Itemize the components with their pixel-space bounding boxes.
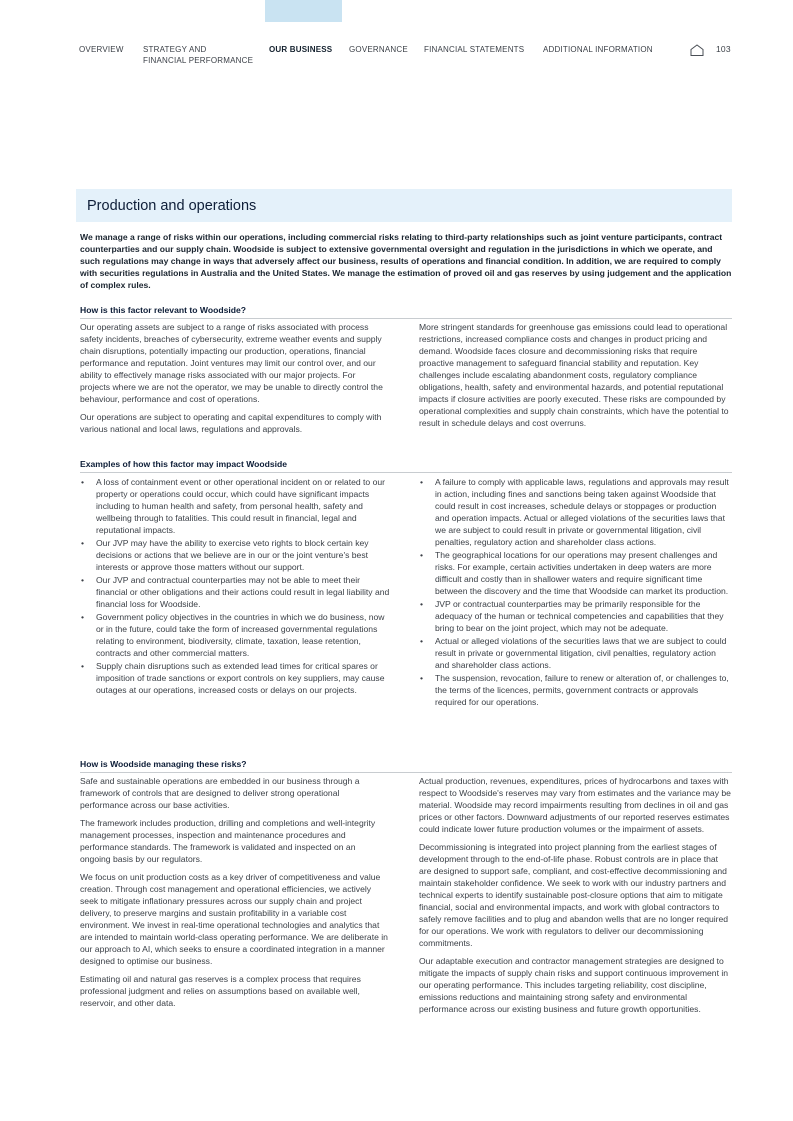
managing-left-column <box>80 775 388 1015</box>
impact-right-column <box>419 476 731 709</box>
list-item: • A loss of containment event or other operational incident on or related to our property or operations could occur, which could have significant impacts including to human health and safety, from personal health, safety and wellbeing through to fatalities. This could result in financial, legal and reputational impacts. <box>80 476 390 536</box>
managing-right-paragraph: Decommissioning is integrated into project planning from the earliest stages of development through to the end-of-life phase. Robust controls are in place that are designed to support safe, compliant, and cost-effective decommissioning and maintain stakeholder confidence. We seek to work with our industry partners and technical experts to identify sustainable post-closure options that aim to mitigate financial, social and environmental impacts, and work with global contractors to safely remove facilities and to plug and abandon wells that are no longer required for our operations. We work with regulators to deliver our decommissioning commitments. <box>419 842 729 948</box>
managing-left-paragraph: Estimating oil and natural gas reserves is a complex process that requires professional judgment and relies on assumptions based on available well, reservoir, and other data. <box>80 974 361 1008</box>
active-section-marker <box>265 0 342 22</box>
impact-right-list <box>419 476 731 708</box>
list-item: • The geographical locations for our operations may present challenges and risks. For example, certain activities undertaken in deep waters are more difficult and costly than in shallower waters and require significant time between the discovery and the time that Woodside can market its production. <box>419 549 731 597</box>
list-item: • Our JVP and contractual counterparties may not be able to meet their financial or other obligations and their actions could result in legal liability and financial loss for Woodside. <box>80 574 390 610</box>
top-navigation <box>0 44 793 68</box>
managing-left-paragraph: We focus on unit production costs as a key driver of competitiveness and value creation. Through cost management and operational efficiencies, we actively seek to mitigate inflationary pressures across our supply chain and project delivery, to preserve margins and sustain profitability in a variable cost environment. We invest in real-time operational technologies and analytics that are intended to maintain world-class operating performance. We are deliberate in our approach to AI, which seeks to ensure a coordinated integration in a manner designed to optimise our business. <box>80 872 388 966</box>
managing-left-paragraph: Safe and sustainable operations are embedded in our business through a framework of controls that are designed to deliver strong operational performance across our base activities. <box>80 776 360 810</box>
nav-governance[interactable]: GOVERNANCE <box>349 45 408 54</box>
list-item: • Our JVP may have the ability to exercise veto rights to block certain key decisions or actions that we believe are in our or the joint venture's best interests or approve those matters without our support. <box>80 537 390 573</box>
section-title-banner <box>76 189 732 222</box>
impact-heading: Examples of how this factor may impact Woodside <box>80 458 732 473</box>
home-icon[interactable] <box>690 44 704 56</box>
list-item: • JVP or contractual counterparties may be primarily responsible for the adequacy of the human or technical competencies and capabilities that they bring to bear on the joint project, which may not be adequate. <box>419 598 731 634</box>
page-title: Production and operations <box>87 198 257 214</box>
nav-strategy-line-1: STRATEGY AND <box>143 45 207 54</box>
relevance-right-paragraph: More stringent standards for greenhouse gas emissions could lead to operational restrictions, increased compliance costs and changes in product pricing and demand. Woodside faces closure and decommissioning risks that require proactive management to safeguard financial stability and reputation. Key challenges include escalating abandonment costs, regulatory compliance obligations, health, safety and environmental hazards, and potential reputational impacts if closure activities are poorly executed. These risks are compounded by operational complexities and supply chain constraints, which have the potential to result in schedule delays and cost overruns. <box>419 322 729 428</box>
relevance-left-column <box>80 321 386 441</box>
nav-overview[interactable]: OVERVIEW <box>79 45 124 54</box>
list-item: • Actual or alleged violations of the securities laws that we are subject to could result in private or governmental litigation, civil penalties, regulatory action and shareholder class actions. <box>419 635 731 671</box>
managing-right-paragraph: Actual production, revenues, expenditures, prices of hydrocarbons and taxes with respect to Woodside's reserves may vary from estimates and the variance may be material. Woodside may record impairments resulting from declines in oil and gas prices or other factors. Downward adjustments of our reported reserves estimates could indicate lower future production volumes or the impairment of assets. <box>419 776 731 834</box>
managing-right-paragraph: Our adaptable execution and contractor management strategies are designed to mitigate the impacts of supply chain risks and support continuous improvement in our operating performance. This includes targeting reliability, cost discipline, emissions reductions and maintaining strong safety and environmental performance across our existing business and future growth opportunities. <box>419 956 729 1014</box>
relevance-right-column <box>419 321 731 435</box>
relevance-left-paragraph: Our operations are subject to operating and capital expenditures to comply with various national and local laws, regulations and approvals. <box>80 412 382 434</box>
list-item: • A failure to comply with applicable laws, regulations and approvals may result in action, including fines and sanctions being taken against Woodside that could result in cost increases, schedule delays or stoppages or production and operation impacts. Actual or alleged violations of the securities laws that we are subject to could result in private or governmental litigation, civil penalties, regulatory action and shareholder class actions. <box>419 476 731 548</box>
managing-heading: How is Woodside managing these risks? <box>80 758 732 773</box>
nav-strategy-line-2: FINANCIAL PERFORMANCE <box>143 56 254 65</box>
nav-strategy[interactable] <box>143 44 253 66</box>
list-item: • Government policy objectives in the countries in which we do business, now or in the future, could take the form of increased governmental regulations relating to environment, biodiversity, climate, taxation, lease retention, contracts and other commercial matters. <box>80 611 390 659</box>
relevance-left-paragraph: Our operating assets are subject to a range of risks associated with process safety incidents, breaches of cybersecurity, extreme weather events and supply chain disruptions, potentially impacting our production, operations, financial performance and reputation. Joint ventures may limit our control over, and our ability to effectively manage risks associated with our major projects. For projects where we are not the operator, we may be unable to directly control the behaviour, performance and cost of operations. <box>80 322 383 404</box>
impact-left-list <box>80 476 390 696</box>
page-number: 103 <box>716 44 731 54</box>
impact-left-column <box>80 476 390 697</box>
managing-right-column <box>419 775 731 1021</box>
relevance-heading: How is this factor relevant to Woodside? <box>80 304 732 319</box>
list-item: • The suspension, revocation, failure to renew or alteration of, or challenges to, the terms of the licences, permits, government contracts or approvals required for our operations. <box>419 672 731 708</box>
managing-left-paragraph: The framework includes production, drilling and completions and well-integrity management processes, inspection and maintenance procedures and performance standards. The framework is validated and inspected on an ongoing basis by our regulators. <box>80 818 376 864</box>
intro-paragraph: We manage a range of risks within our operations, including commercial risks relating to third-party relationships such as joint venture participants, contract counterparties and our supply chain. Woodside is subject to extensive governmental oversight and regulation in the jurisdictions in which we operate, and such regulations may change in ways that adversely affect our business, results of operations and financial condition. In addition, we are required to comply with securities regulations in Australia and the United States. We manage the estimation of proved oil and gas reserves by using judgement and the application of complex rules. <box>80 232 732 290</box>
nav-additional-information[interactable]: ADDITIONAL INFORMATION <box>543 45 653 54</box>
list-item: • Supply chain disruptions such as extended lead times for critical spares or imposition of trade sanctions or export controls on key suppliers, may cause outages at our operations, increased costs or delays on our projects. <box>80 660 390 696</box>
nav-our-business[interactable]: OUR BUSINESS <box>269 45 333 54</box>
nav-financial-statements[interactable]: FINANCIAL STATEMENTS <box>424 45 525 54</box>
